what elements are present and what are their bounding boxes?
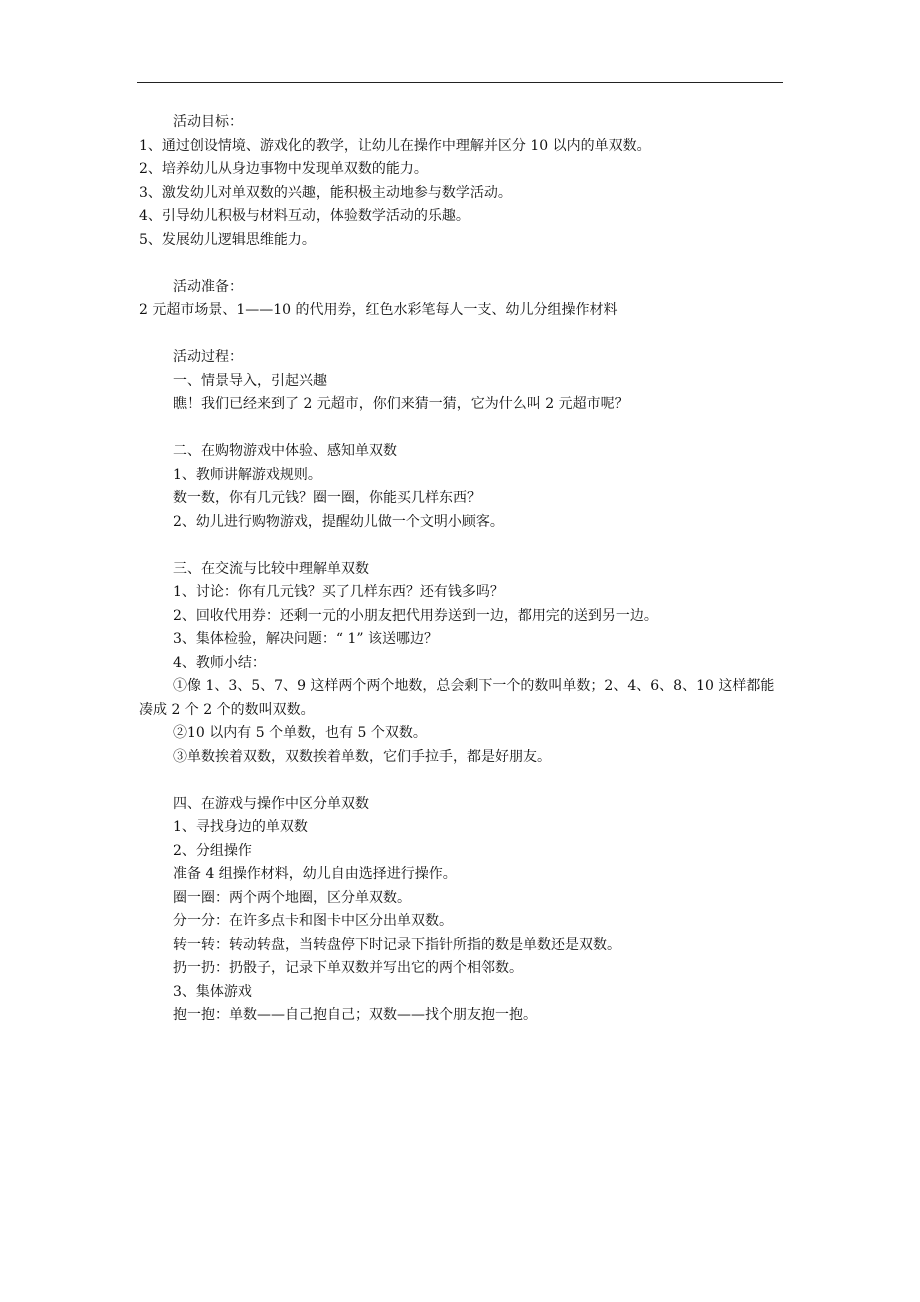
summary-line: ②10 以内有 5 个单数，也有 5 个双数。 [173, 725, 427, 741]
summary-line: ③单数挨着双数，双数挨着单数，它们手拉手，都是好朋友。 [173, 748, 551, 765]
section-title: 二、在购物游戏中体验、感知单双数 [173, 443, 397, 459]
section-line: 准备 4 组操作材料，幼儿自由选择进行操作。 [173, 866, 457, 882]
section-title: 三、在交流与比较中理解单双数 [173, 560, 369, 577]
spacer [139, 323, 785, 347]
prep-heading: 活动准备： [173, 278, 243, 295]
section-line: 2、回收代用券：还剩一元的小朋友把代用券送到一边，都用完的送到另一边。 [173, 607, 658, 624]
section-line: 2、分组操作 [173, 842, 252, 859]
section-line: 瞧！我们已经来到了 2 元超市，你们来猜一猜，它为什么叫 2 元超市呢？ [173, 396, 629, 412]
document-body [139, 111, 785, 1028]
goal-item: 2、培养幼儿从身边事物中发现单双数的能力。 [139, 161, 428, 177]
goals-heading: 活动目标： [173, 114, 243, 130]
process-heading: 活动过程： [173, 349, 243, 365]
spacer [139, 252, 785, 276]
section-line: 3、集体游戏 [173, 983, 252, 1000]
header-rule [137, 82, 783, 83]
section-line: 1、寻找身边的单双数 [173, 819, 308, 835]
prep-text: 2 元超市场景、1——10 的代用券，红色水彩笔每人一支、幼儿分组操作材料 [139, 302, 618, 318]
section-line: 1、教师讲解游戏规则。 [173, 466, 322, 483]
section-line: 扔一扔：扔骰子，记录下单双数并写出它的两个相邻数。 [173, 960, 523, 976]
section-line: 4、教师小结： [173, 654, 266, 671]
spacer [139, 769, 785, 793]
spacer [139, 417, 785, 441]
section-line: 1、讨论：你有几元钱？买了几样东西？还有钱多吗？ [173, 584, 504, 600]
goal-item: 5、发展幼儿逻辑思维能力。 [139, 231, 316, 248]
section-line: 2、幼儿进行购物游戏，提醒幼儿做一个文明小顾客。 [173, 513, 504, 530]
section-line: 转一转：转动转盘，当转盘停下时记录下指针所指的数是单数还是双数。 [173, 936, 621, 953]
summary-paragraph: ①像 1、3、5、7、9 这样两个两个地数，总会剩下一个的数叫单数；2、4、6、8、10 这样都能凑成 2 个 2 个的数叫双数。 [139, 678, 775, 718]
section-line: 分一分：在许多点卡和图卡中区分出单双数。 [173, 913, 453, 929]
section-line: 圈一圈：两个两个地圈，区分单双数。 [173, 889, 411, 906]
goal-item: 1、通过创设情境、游戏化的教学，让幼儿在操作中理解并区分 10 以内的单双数。 [139, 137, 651, 154]
section-title: 一、情景导入，引起兴趣 [173, 372, 327, 389]
section-title: 四、在游戏与操作中区分单双数 [173, 795, 369, 812]
section-line: 抱一抱：单数——自己抱自己；双数——找个朋友抱一抱。 [173, 1007, 537, 1023]
section-line: 数一数，你有几元钱？圈一圈，你能买几样东西？ [173, 490, 481, 506]
section-line: 3、集体检验，解决问题：“ 1” 该送哪边？ [173, 631, 439, 647]
spacer [139, 534, 785, 558]
goal-item: 4、引导幼儿积极与材料互动，体验数学活动的乐趣。 [139, 208, 470, 224]
goal-item: 3、激发幼儿对单双数的兴趣，能积极主动地参与数学活动。 [139, 184, 512, 201]
